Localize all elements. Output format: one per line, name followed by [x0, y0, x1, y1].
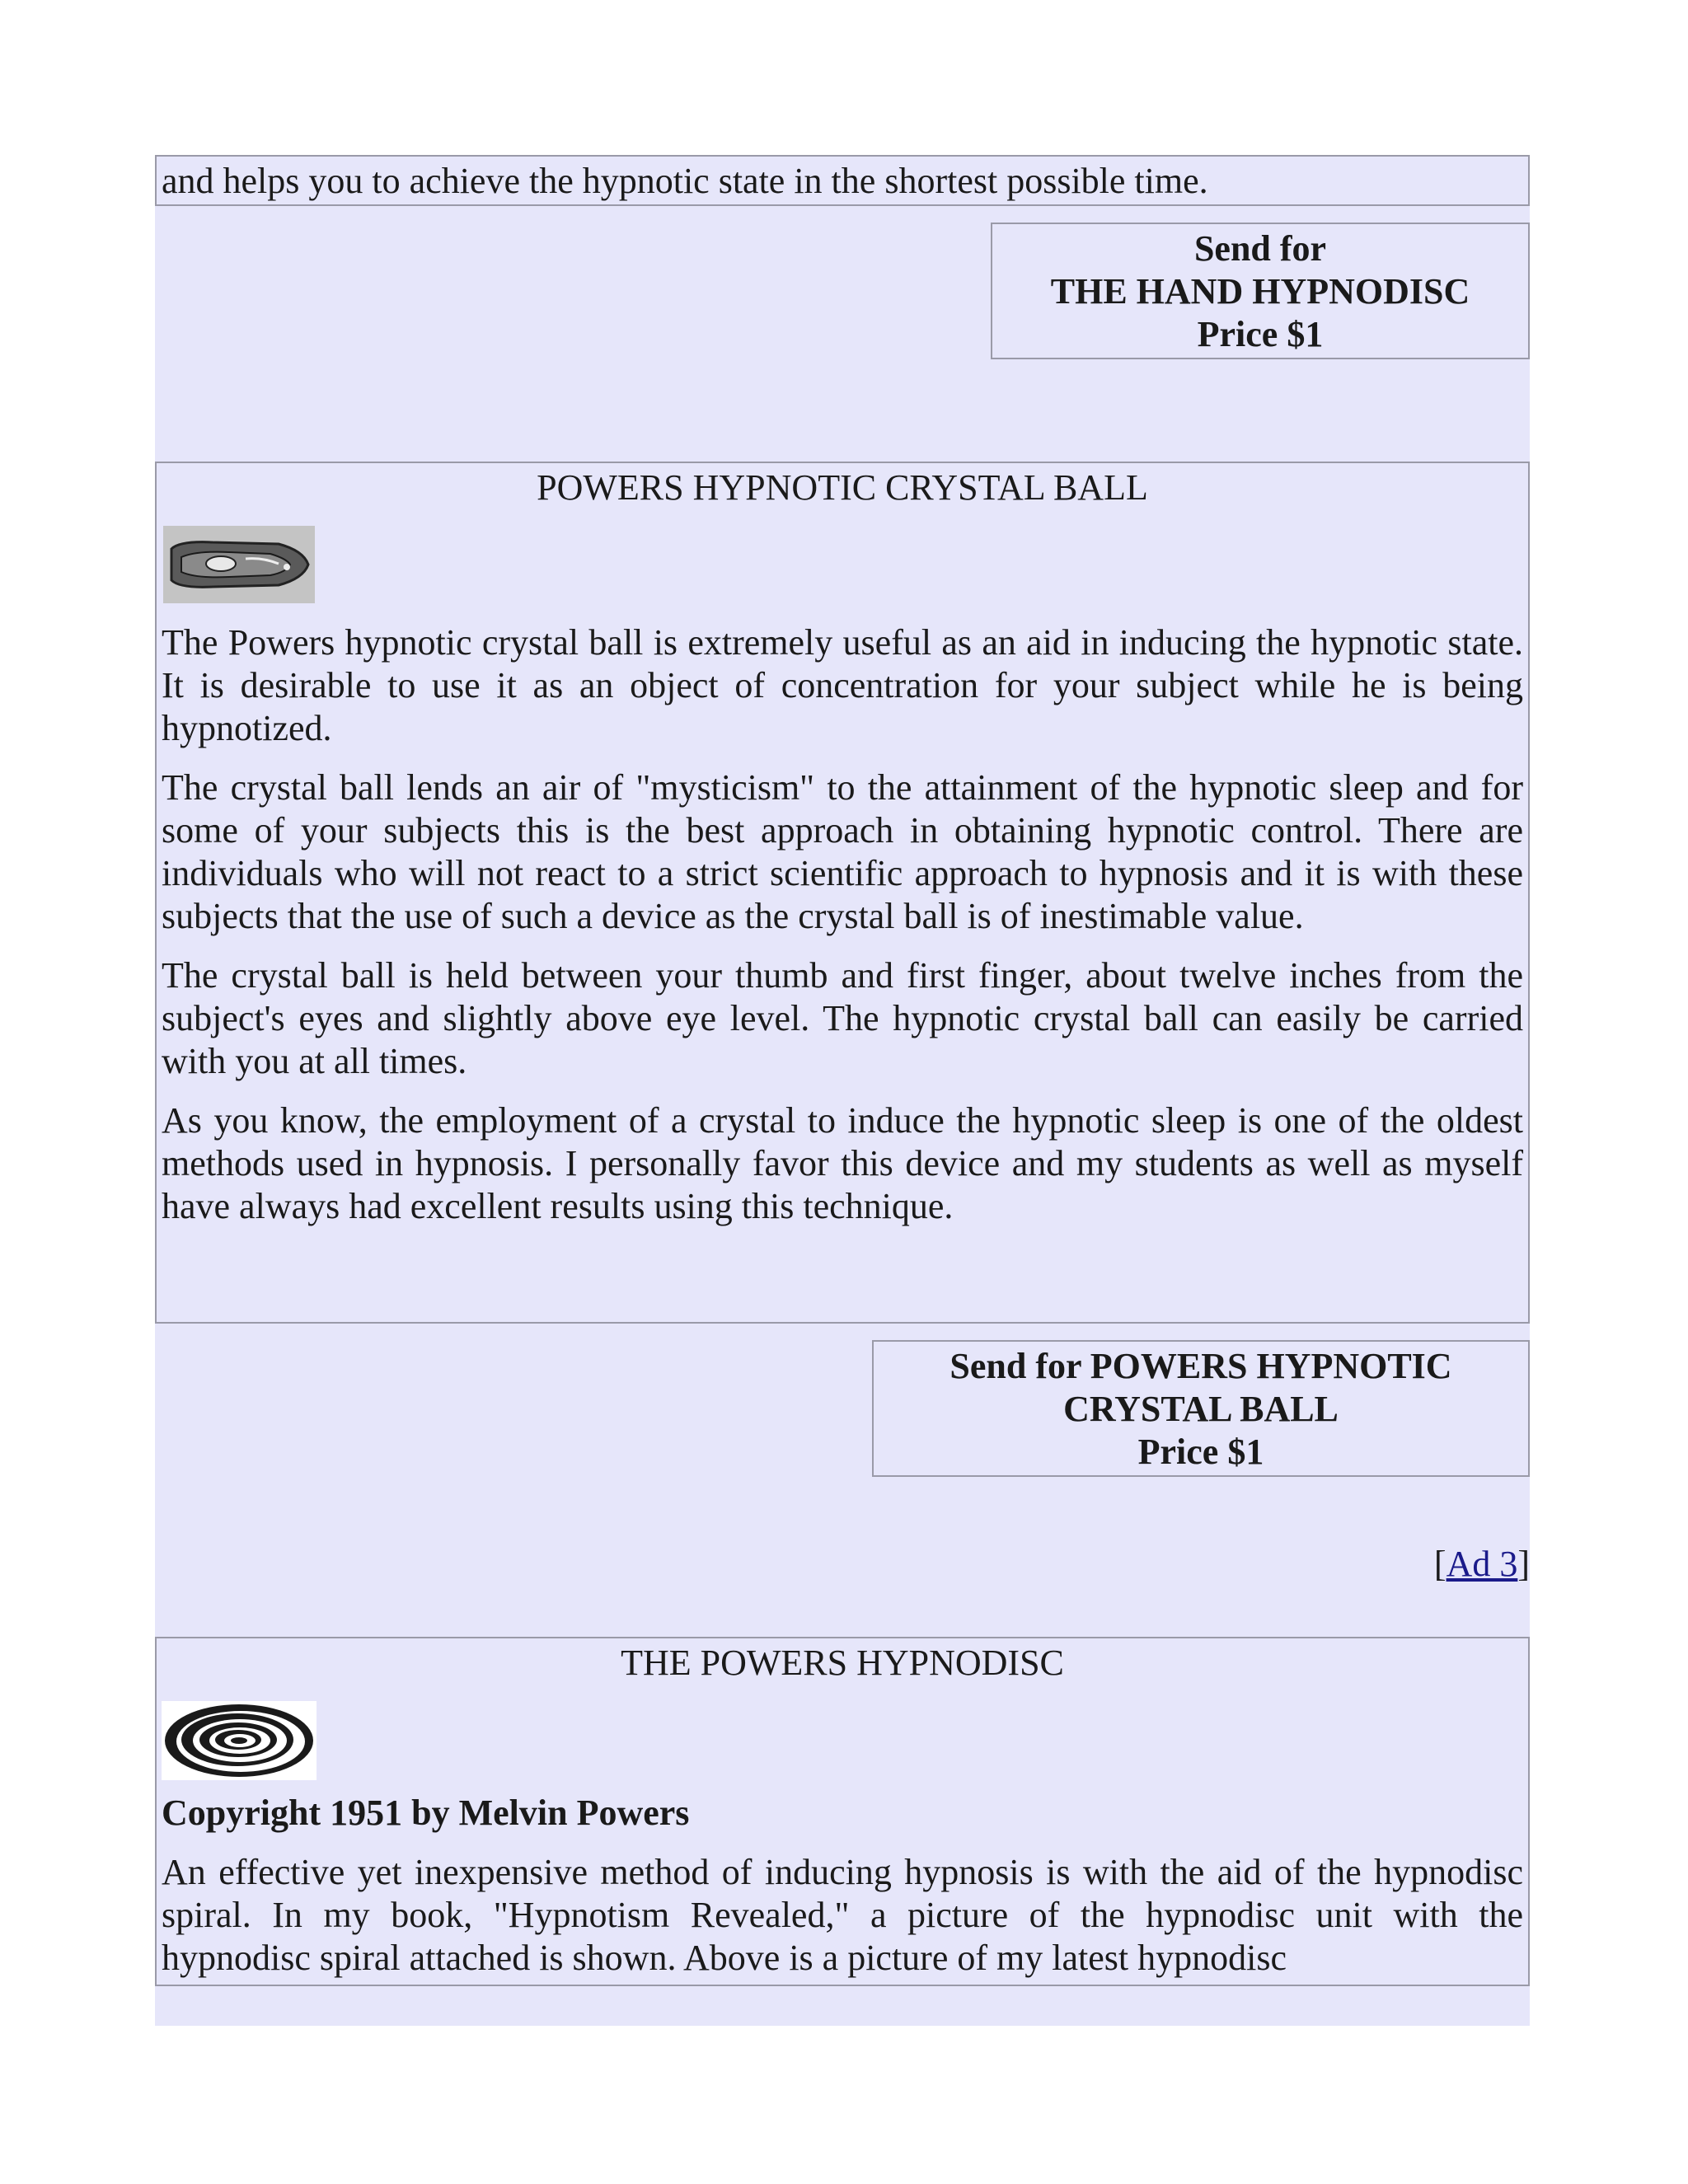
copyright-line: Copyright 1951 by Melvin Powers: [162, 1793, 690, 1833]
section-title: POWERS HYPNOTIC CRYSTAL BALL: [537, 467, 1148, 508]
section-title: THE POWERS HYPNODISC: [621, 1643, 1064, 1683]
ad-3-link[interactable]: Ad 3: [1446, 1544, 1518, 1584]
order-price: Price $1: [1137, 1432, 1264, 1472]
bracket-open: [: [1433, 1544, 1447, 1584]
order-box-crystal-ball: [872, 1340, 1530, 1477]
continued-text-box: [155, 155, 1530, 206]
crystal-paragraph-4: As you know, the employment of a crystal to induce the hypnotic sleep is one of the oldest methods used in hypnosis. I personally favor this device and my students as well as myself have always had excellent results using this technique.: [162, 1100, 1523, 1226]
bracket-close: ]: [1517, 1544, 1530, 1584]
order-box-hand-hypnodisc: [991, 223, 1530, 359]
order-line-1: Send for: [1193, 228, 1327, 269]
order-line-1: Send for POWERS HYPNOTIC: [950, 1346, 1452, 1386]
order-product-name: CRYSTAL BALL: [1063, 1389, 1339, 1429]
hypnodisc-paragraph: An effective yet inexpensive method of inducing hypnosis is with the aid of the hypnodisc spiral. In my book, "Hypnotism Revealed," a picture of the hypnodisc unit with the hypnodisc spiral attached is shown. Above is a picture of my latest hypnodisc: [162, 1852, 1523, 1978]
crystal-paragraph-3: The crystal ball is held between your thumb and first finger, about twelve inches from the subject's eyes and slightly above eye level. The hypnotic crystal ball can easily be carried with you at all times.: [162, 955, 1523, 1081]
order-price: Price $1: [1197, 314, 1324, 354]
order-product-name: THE HAND HYPNODISC: [1050, 271, 1470, 312]
hypnodisc-section: [155, 1637, 1530, 1986]
crystal-paragraph-1: The Powers hypnotic crystal ball is extremely useful as an aid in inducing the hypnotic state. It is desirable to use it as an object of concentration for your subject while he is being hypnotized.: [162, 622, 1523, 748]
crystal-paragraph-2: The crystal ball lends an air of "mysticism" to the attainment of the hypnotic sleep and for some of your subjects this is the best approach in obtaining hypnotic control. There are individuals who will not react to a strict scientific approach to hypnosis and it is with these subjects that the use of such a device as the crystal ball is of inestimable value.: [162, 767, 1523, 936]
spiral-icon: [162, 1701, 316, 1780]
crystal-ball-icon: [163, 526, 315, 603]
hypnodisc-image: [162, 1701, 316, 1780]
continued-text: and helps you to achieve the hypnotic state in the shortest possible time.: [162, 161, 1208, 201]
crystal-ball-image: [163, 526, 315, 603]
crystal-ball-section: [155, 462, 1530, 1324]
ad-reference: [1434, 1543, 1530, 1586]
